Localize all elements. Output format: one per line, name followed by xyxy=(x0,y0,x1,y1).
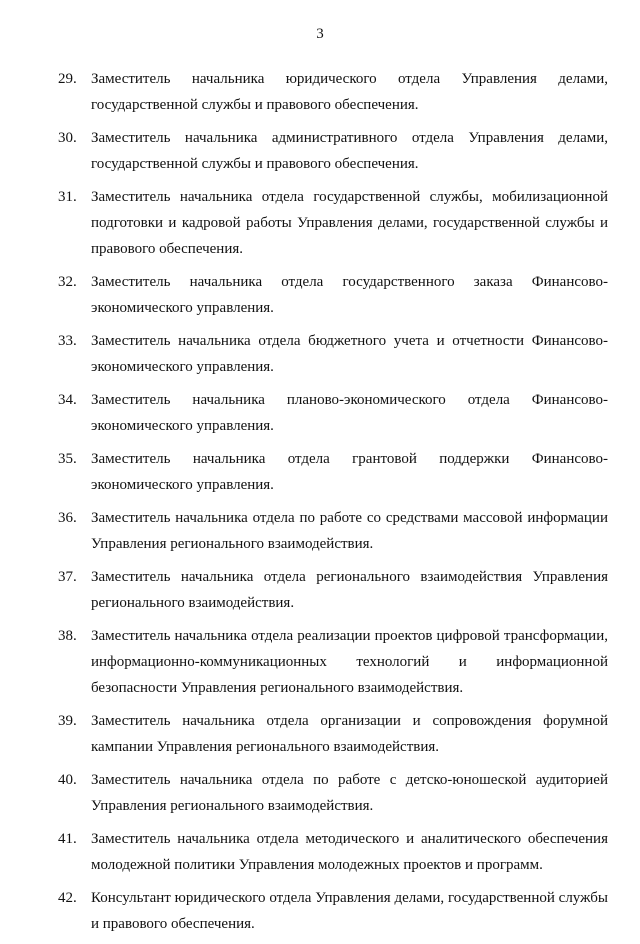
item-text: Заместитель начальника отдела по работе со средствами массовой информации Управления регионального взаимодействия. xyxy=(91,510,608,552)
position-list xyxy=(58,66,608,944)
item-text: Заместитель начальника отдела организации и сопровождения форумной кампании Управления регионального взаимодействия. xyxy=(91,713,608,755)
list-item xyxy=(58,708,608,760)
item-text: Заместитель начальника отдела государственной службы, мобилизационной подготовки и кадровой работы Управления делами, государственной службы и правового обеспечения. xyxy=(91,189,608,257)
item-number: 31. xyxy=(58,189,77,205)
item-number: 29. xyxy=(58,71,77,87)
item-text: Заместитель начальника отдела грантовой поддержки Финансово-экономического управления. xyxy=(91,451,608,493)
item-number: 35. xyxy=(58,451,77,467)
list-item xyxy=(58,885,608,937)
list-item xyxy=(58,328,608,380)
list-item xyxy=(58,767,608,819)
item-number: 39. xyxy=(58,713,77,729)
item-text: Заместитель начальника отдела по работе с детско-юношеской аудиторией Управления регионального взаимодействия. xyxy=(91,772,608,814)
item-text: Заместитель начальника отдела регионального взаимодействия Управления регионального взаимодействия. xyxy=(91,569,608,611)
item-number: 38. xyxy=(58,628,77,644)
item-text: Заместитель начальника юридического отдела Управления делами, государственной службы и правового обеспечения. xyxy=(91,71,608,113)
item-number: 32. xyxy=(58,274,77,290)
item-number: 30. xyxy=(58,130,77,146)
list-item xyxy=(58,505,608,557)
item-text: Заместитель начальника планово-экономического отдела Финансово-экономического управления. xyxy=(91,392,608,434)
list-item xyxy=(58,269,608,321)
list-item xyxy=(58,125,608,177)
list-item xyxy=(58,826,608,878)
item-text: Заместитель начальника отдела методического и аналитического обеспечения молодежной политики Управления молодежных проектов и программ. xyxy=(91,831,608,873)
list-item xyxy=(58,387,608,439)
list-item xyxy=(58,446,608,498)
item-number: 40. xyxy=(58,772,77,788)
item-text: Заместитель начальника отдела бюджетного учета и отчетности Финансово-экономического управления. xyxy=(91,333,608,375)
item-number: 34. xyxy=(58,392,77,408)
item-number: 37. xyxy=(58,569,77,585)
item-text: Заместитель начальника отдела государственного заказа Финансово-экономического управления. xyxy=(91,274,608,316)
item-number: 42. xyxy=(58,890,77,906)
item-number: 33. xyxy=(58,333,77,349)
list-item xyxy=(58,66,608,118)
item-text: Заместитель начальника отдела реализации проектов цифровой трансформации, информационно-коммуникационных технологий и информационной безопасности Управления регионального взаимодействия. xyxy=(91,628,608,696)
list-item xyxy=(58,623,608,701)
item-text: Заместитель начальника административного отдела Управления делами, государственной службы и правового обеспечения. xyxy=(91,130,608,172)
page-number: 3 xyxy=(316,26,324,42)
list-item xyxy=(58,184,608,262)
item-text: Консультант юридического отдела Управления делами, государственной службы и правового обеспечения. xyxy=(91,890,608,932)
item-number: 41. xyxy=(58,831,77,847)
list-item xyxy=(58,564,608,616)
item-number: 36. xyxy=(58,510,77,526)
